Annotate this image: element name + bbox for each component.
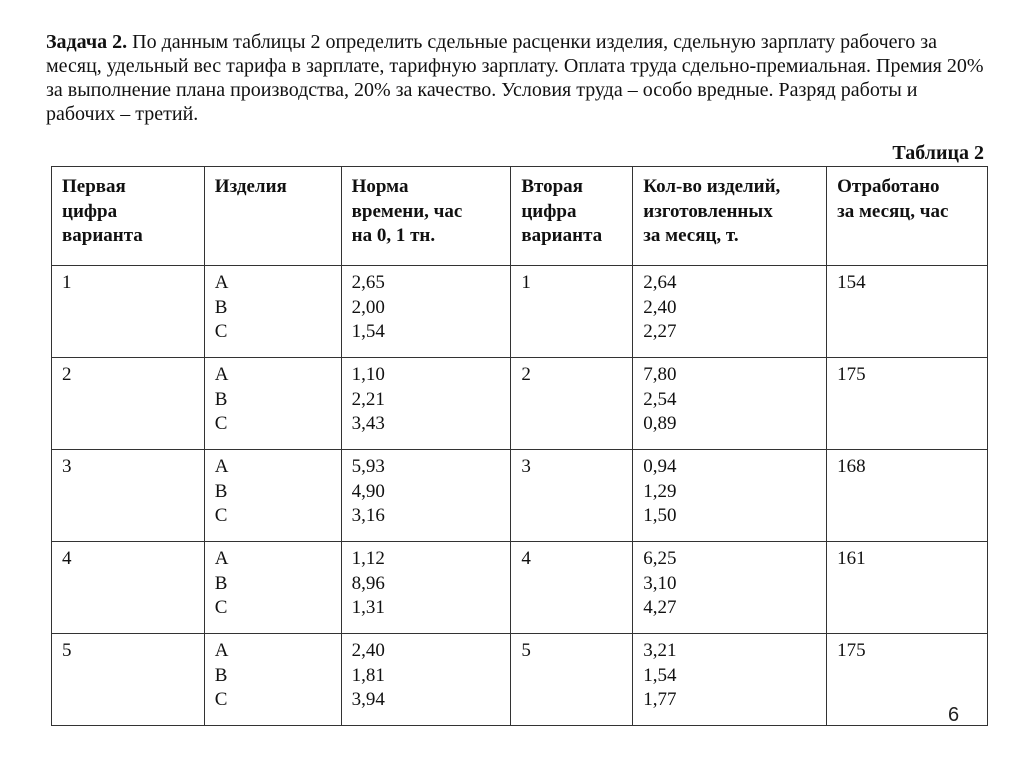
- quantity-value: 2,27: [643, 321, 677, 342]
- quantity-value: 1,54: [643, 664, 677, 686]
- task-statement: [46, 30, 986, 126]
- header-second-digit: [511, 167, 633, 266]
- item-label: С: [214, 689, 228, 710]
- header-time-norm: [341, 167, 511, 266]
- norm-value: 2,40: [351, 640, 385, 661]
- norm-value: 1,81: [351, 664, 385, 686]
- cell-time-norm: [341, 542, 511, 634]
- item-label: А: [214, 548, 229, 569]
- item-label: А: [214, 364, 229, 385]
- cell-second-digit: 2: [511, 358, 633, 450]
- header-line: на 0, 1 тн.: [351, 225, 436, 246]
- quantity-value: 4,27: [643, 597, 677, 618]
- norm-value: 1,10: [351, 364, 385, 385]
- cell-quantity: [633, 358, 827, 450]
- cell-items: [204, 634, 341, 726]
- header-line: цифра: [521, 200, 577, 222]
- cell-quantity: [633, 450, 827, 542]
- header-first-digit: [52, 167, 205, 266]
- norm-value: 3,16: [351, 505, 385, 526]
- quantity-value: 1,77: [643, 689, 677, 710]
- cell-hours: 161: [827, 542, 988, 634]
- cell-first-digit: 2: [52, 358, 205, 450]
- cell-quantity: [633, 542, 827, 634]
- table-row: [52, 358, 988, 450]
- cell-hours: 175: [827, 358, 988, 450]
- quantity-value: 6,25: [643, 548, 677, 569]
- header-quantity: [633, 167, 827, 266]
- cell-hours: 168: [827, 450, 988, 542]
- header-hours: [827, 167, 988, 266]
- header-line: Первая: [62, 176, 126, 197]
- header-line: за месяц, т.: [643, 225, 739, 246]
- quantity-value: 2,54: [643, 388, 677, 410]
- table-body: [52, 266, 988, 726]
- quantity-value: 1,50: [643, 505, 677, 526]
- quantity-value: 3,10: [643, 572, 677, 594]
- header-line: варианта: [62, 225, 143, 246]
- table-row: [52, 542, 988, 634]
- item-label: С: [214, 413, 228, 434]
- norm-value: 2,00: [351, 296, 385, 318]
- quantity-value: 0,89: [643, 413, 677, 434]
- quantity-value: 0,94: [643, 456, 677, 477]
- norm-value: 3,94: [351, 689, 385, 710]
- norm-value: 1,54: [351, 321, 385, 342]
- cell-second-digit: 1: [511, 266, 633, 358]
- cell-items: [204, 450, 341, 542]
- norm-value: 4,90: [351, 480, 385, 502]
- header-line: за месяц, час: [837, 200, 949, 222]
- task-text: По данным таблицы 2 определить сдельные расценки изделия, сдельную зарплату рабочего за месяц, удельный вес тарифа в зарплате, тарифную зарплату. Оплата труда сдельно-премиальная. Премия 20% за выполнение плана производства, 20% за качество. Условия труда – особо вредные. Разряд работы и рабочих – третий.: [46, 31, 984, 125]
- quantity-value: 7,80: [643, 364, 677, 385]
- item-label: С: [214, 597, 228, 618]
- cell-quantity: [633, 266, 827, 358]
- cell-time-norm: [341, 358, 511, 450]
- header-line: Кол-во изделий,: [643, 176, 781, 197]
- cell-first-digit: 5: [52, 634, 205, 726]
- header-line: изготовленных: [643, 200, 773, 222]
- cell-second-digit: 3: [511, 450, 633, 542]
- item-label: А: [214, 272, 229, 293]
- page-number: 6: [948, 704, 960, 726]
- cell-quantity: [633, 634, 827, 726]
- header-items: [204, 167, 341, 266]
- cell-time-norm: [341, 266, 511, 358]
- header-line: варианта: [521, 225, 603, 246]
- table-row: [52, 266, 988, 358]
- quantity-value: 3,21: [643, 640, 677, 661]
- item-label: В: [214, 480, 228, 502]
- variants-table: [51, 166, 988, 726]
- table-row: [52, 634, 988, 726]
- quantity-value: 1,29: [643, 480, 677, 502]
- item-label: С: [214, 321, 228, 342]
- header-line: Вторая: [521, 176, 583, 197]
- task-label: Задача 2.: [46, 31, 128, 53]
- norm-value: 1,12: [351, 548, 385, 569]
- cell-items: [204, 542, 341, 634]
- item-label: В: [214, 664, 228, 686]
- cell-first-digit: 3: [52, 450, 205, 542]
- cell-first-digit: 4: [52, 542, 205, 634]
- cell-time-norm: [341, 634, 511, 726]
- item-label: В: [214, 572, 228, 594]
- norm-value: 5,93: [351, 456, 385, 477]
- cell-hours: 154: [827, 266, 988, 358]
- item-label: А: [214, 640, 229, 661]
- cell-time-norm: [341, 450, 511, 542]
- header-line: времени, час: [351, 200, 463, 222]
- norm-value: 1,31: [351, 597, 385, 618]
- cell-items: [204, 358, 341, 450]
- table-header-row: [52, 167, 988, 266]
- item-label: С: [214, 505, 228, 526]
- table-row: [52, 450, 988, 542]
- header-line: Норма: [351, 176, 409, 197]
- cell-hours: 175: [827, 634, 988, 726]
- quantity-value: 2,40: [643, 296, 677, 318]
- cell-first-digit: 1: [52, 266, 205, 358]
- item-label: В: [214, 388, 228, 410]
- cell-second-digit: 5: [511, 634, 633, 726]
- norm-value: 2,65: [351, 272, 385, 293]
- header-line: Изделия: [214, 176, 287, 197]
- norm-value: 2,21: [351, 388, 385, 410]
- table-caption: Таблица 2: [892, 142, 984, 164]
- cell-items: [204, 266, 341, 358]
- item-label: В: [214, 296, 228, 318]
- norm-value: 3,43: [351, 413, 385, 434]
- header-line: цифра: [62, 200, 118, 222]
- cell-second-digit: 4: [511, 542, 633, 634]
- item-label: А: [214, 456, 229, 477]
- norm-value: 8,96: [351, 572, 385, 594]
- header-line: Отработано: [837, 176, 940, 197]
- quantity-value: 2,64: [643, 272, 677, 293]
